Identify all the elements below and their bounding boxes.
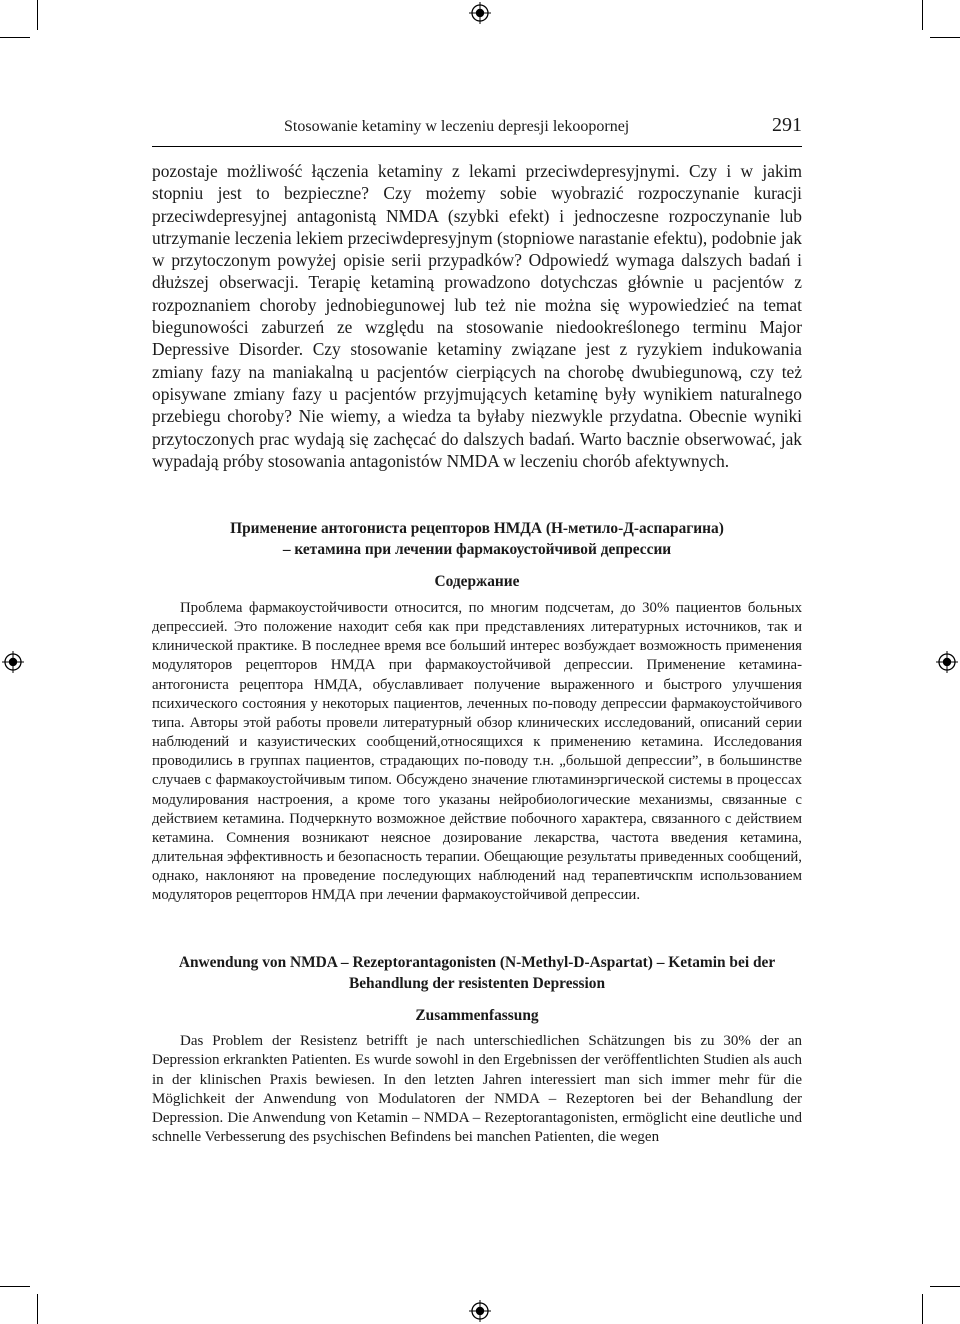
german-title-line-2: Behandlung der resistenten Depression [348,975,606,992]
crop-mark [930,37,960,38]
russian-abstract-text: Проблема фармакоустойчивости относится, по многим подсчетам, до 30% пациентов больных депрессией. Это положение находит себя как при представлениях литературных источников, так и клинической практике. В последнее время все больший интерес возбуждает возможность применения модуляторов рецепторов НМДА при фармакоустойчивой депрессии. Применение кетамина-антогониста рецептора НМДА, обуславливает получение выраженного и быстрого улучшения психического состояния у некоторых пациентов, леченных по-поводу депрессии фармакоустойчивого типа. Авторы этой работы провели литературный обзор клинических исследований, описаний серии наблюдений и казуистических сообщений,относящихся к применению кетамина. Исследования проводились в группах пациентов, страдающих по-поводу т.н. „большой депрессии”, в большинстве случаев с фармакоустойчивым типом. Обсуждено значение глютаминэргической системы в процессах модулирования настроения, а кроме того указаны нейробиологические механизмы, связанные с действием кетамина. Подчеркнуто возможное действие побочного характера, связанного с действием кетамина. Сомнения возникают неясное дозирование лекарства, частота введения кетамина, длительная эффективность и безопасность терапии. Обещающие результаты приведенных сообщений, однако, наклоняют на проведение последующих наблюдений над терапевтичскпм использованием модуляторов рецепторов НМДА при лечении фармакоустойчивой депрессии. [152,600,802,904]
crop-mark [922,0,923,30]
german-title-line-1: Anwendung von NMDA – Rezeptorantagonisten (N-Methyl-D-Aspartat) – Ketamin bei der [178,954,776,971]
russian-title-line-2: – кетамина при лечении фармакоустойчивой депрессии [282,541,672,558]
running-head [152,116,802,140]
crop-mark [37,0,38,30]
german-abstract [152,952,802,1148]
registration-mark-icon [469,2,491,24]
german-abstract-title [152,952,802,994]
header-rule [152,146,802,147]
running-title: Stosowanie ketaminy w leczeniu depresji lekoopornej [284,118,630,135]
russian-abstract-title [152,518,802,560]
page-number: 291 [772,114,802,136]
registration-mark-icon [469,1300,491,1322]
registration-mark-icon [2,651,24,673]
crop-mark [0,1286,30,1287]
russian-abstract [152,518,802,906]
registration-mark-icon [936,651,958,673]
german-abstract-subtitle: Zusammenfassung [415,1007,539,1024]
german-abstract-text: Das Problem der Resistenz betrifft je nach unterschiedlichen Schätzungen bis zu 30% der an Depression erkrankten Patienten. Es wurde sowohl in den Ergebnissen der veröffentlichten Studien als auch in der klinischen Praxis bewiesen. In den letzten Jahren interessiert man sich immer mehr für die Möglichkeit der Anwendung von Modulatoren der NMDA – Rezeptoren bei der Behandlung der Depression. Die Anwendung von Ketamin – NMDA – Rezeptorantagonisten, ermöglicht eine deutliche und schnelle Verbesserung des psychischen Befindens bei manchen Patienten, die wegen [152,1033,802,1146]
crop-mark [930,1286,960,1287]
russian-title-line-1: Применение антогониста рецепторов НМДА (Н-метило-Д-аспарагина) [230,520,724,537]
russian-abstract-subtitle: Содержание [434,573,520,590]
crop-mark [0,37,30,38]
crop-mark [922,1294,923,1324]
body-paragraph: pozostaje możliwość łączenia ketaminy z lekami przeciwdepresyjnymi. Czy i w jakim stopniu jest to bezpieczne? Czy możemy sobie wyobrazić rozpoczynanie kuracji przeciwdepresyjnej antagonistą NMDA (szybki efekt) i jednoczesne rozpoczynanie lub utrzymanie leczenia lekiem przeciwdepresyjnym (stopniowe narastanie efektu), podobnie jak w przytoczonym powyżej opisie serii przypadków? Odpowiedź wymaga dalszych badań i dłuższej obserwacji. Terapię ketaminą prowadzono dotychczas głównie u pacjentów z rozpoznaniem choroby jednobiegunowej lub też nie można się wypowiedzieć na temat biegunowości zaburzeń ze względu na stosowanie niedookreślonego terminu Major Depressive Disorder. Czy stosowanie ketaminy związane jest z ryzykiem indukowania zmiany fazy na maniakalną u pacjentów cierpiących na chorobę dwubiegunową, czy też opisywane zmiany fazy u pacjentów przyjmujących ketaminę były wynikiem naturalnego przebiegu choroby? Nie wiemy, a wiedza ta byłaby niezwykle przydatna. Obecnie wyniki przytoczonych prac wydają się zachęcać do dalszych badań. Warto bacznie obserwować, jak wypadają próby stosowania antagonistów NMDA w leczeniu chorób afektywnych. [152,161,802,471]
crop-mark [37,1294,38,1324]
